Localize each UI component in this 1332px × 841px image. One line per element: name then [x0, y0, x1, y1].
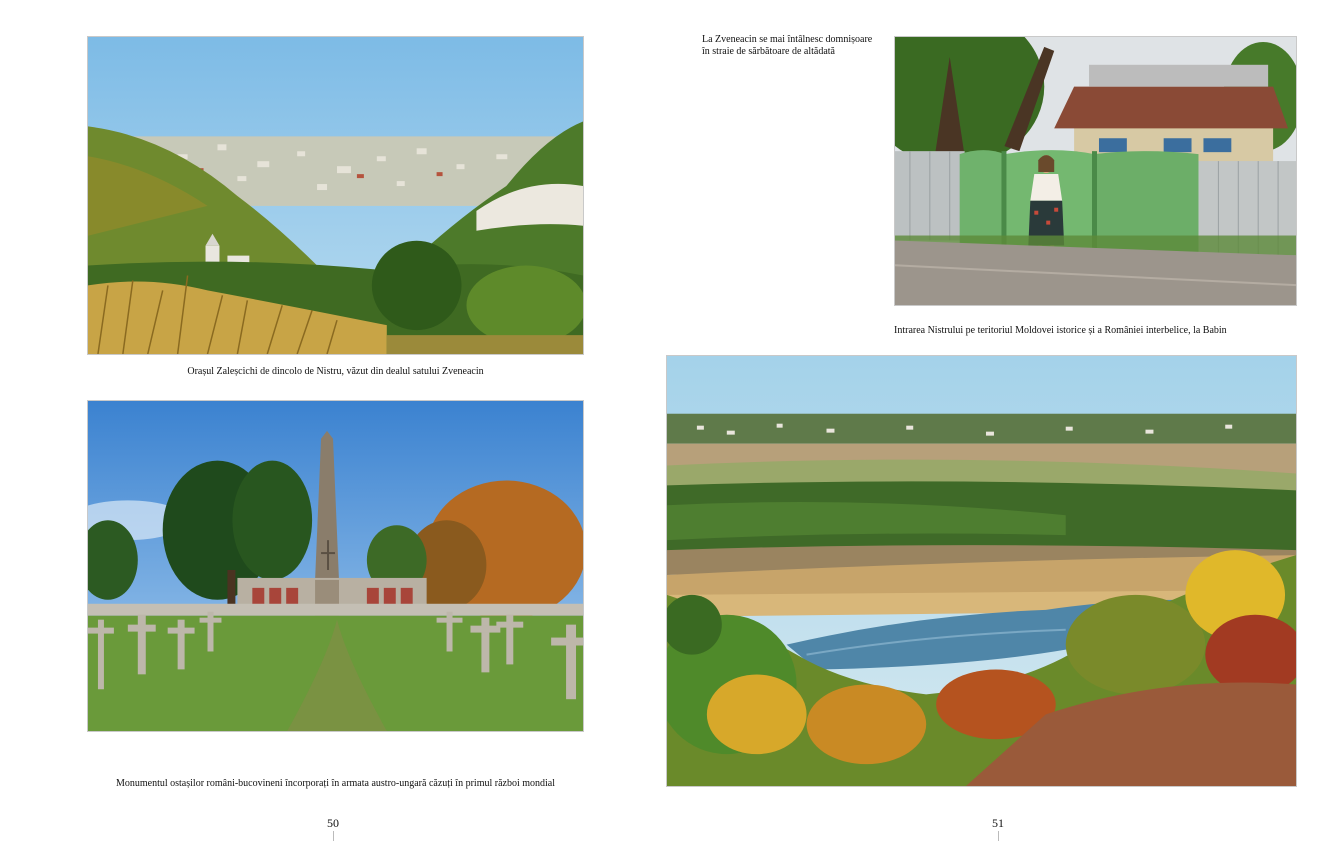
page-number-right: 51 [992, 816, 1004, 830]
photo-town-view [87, 36, 584, 355]
war-memorial-image [88, 401, 583, 731]
caption-woman-traditional [702, 34, 892, 58]
page-tick-right [998, 831, 999, 841]
page-number-left: 50 [327, 816, 339, 830]
page-tick-left [333, 831, 334, 841]
photo-dniester-valley [666, 355, 1297, 787]
right-page [666, 0, 1332, 841]
dniester-valley-image [667, 356, 1296, 786]
caption-war-memorial: Monumentul ostașilor români-bucovineni încorporați în armata austro-ungară căzuți în primul război mondial [115, 778, 556, 789]
photo-war-memorial [87, 400, 584, 732]
caption-woman-line1: La Zveneacin se mai întâlnesc domnișoare [702, 34, 873, 45]
caption-dniester-valley: Intrarea Nistrului pe teritoriul Moldovei istorice și a României interbelice, la Babin [894, 325, 1227, 336]
caption-woman-line2: în straie de sărbătoare de altădată [702, 46, 835, 57]
caption-town-view: Orașul Zaleșcichi de dincolo de Nistru, văzut din dealul satului Zveneacin [187, 366, 484, 377]
town-view-image [88, 37, 583, 354]
photo-woman-traditional [894, 36, 1297, 306]
woman-traditional-image [895, 37, 1296, 305]
